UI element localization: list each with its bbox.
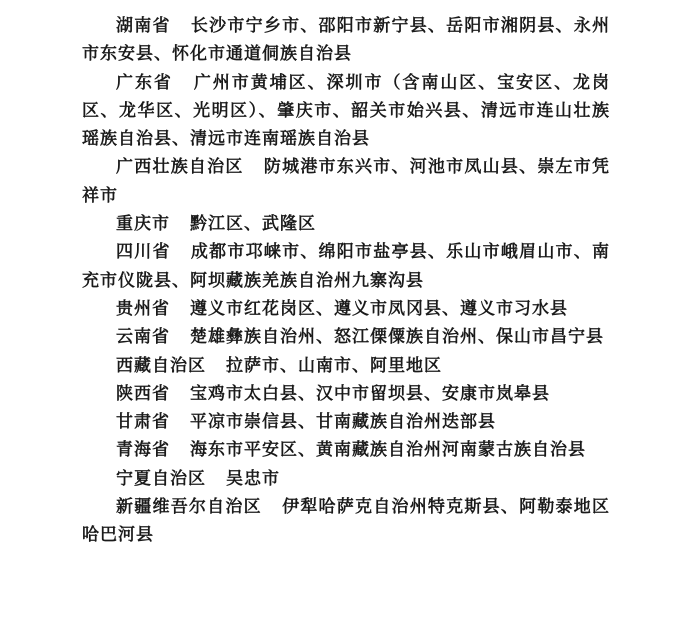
document-body [82, 12, 610, 550]
entry-xizang [82, 352, 610, 380]
region-name: 陕西省 [116, 383, 170, 404]
region-areas: 拉萨市、山南市、阿里地区 [226, 355, 442, 376]
entry-chongqing [82, 210, 610, 238]
entry-gansu [82, 408, 610, 436]
region-areas: 黔江区、武隆区 [190, 214, 316, 235]
region-name: 四川省 [116, 242, 171, 263]
region-name: 广西壮族自治区 [116, 157, 244, 178]
region-areas: 广州市黄埔区、深圳市（含南山区、宝安区、龙岗区、龙华区、光明区）、肇庆市、韶关市始兴县、清远市连山壮族瑶族自治县、清远市连南瑶族自治县 [82, 72, 611, 150]
entry-sichuan [82, 238, 610, 295]
region-areas: 海东市平安区、黄南藏族自治州河南蒙古族自治县 [190, 440, 586, 461]
region-areas: 宝鸡市太白县、汉中市留坝县、安康市岚皋县 [190, 383, 550, 404]
region-areas: 防城港市东兴市、河池市凤山县、崇左市凭祥市 [82, 157, 611, 206]
region-name: 广东省 [116, 72, 173, 93]
region-name: 青海省 [116, 440, 170, 461]
region-name: 西藏自治区 [116, 355, 206, 376]
region-areas: 遵义市红花岗区、遵义市凤冈县、遵义市习水县 [190, 298, 568, 319]
entry-guangdong [82, 69, 610, 154]
entry-guizhou [82, 295, 610, 323]
entry-yunnan [82, 323, 610, 351]
region-areas: 吴忠市 [226, 468, 280, 489]
region-name: 贵州省 [116, 298, 170, 319]
entry-xinjiang [82, 493, 610, 550]
entry-shaanxi [82, 380, 610, 408]
region-name: 重庆市 [116, 214, 170, 235]
region-areas: 楚雄彝族自治州、怒江傈僳族自治州、保山市昌宁县 [190, 327, 604, 348]
region-name: 湖南省 [116, 16, 171, 36]
region-name: 甘肃省 [116, 412, 170, 433]
region-areas: 长沙市宁乡市、邵阳市新宁县、岳阳市湘阴县、永州市东安县、怀化市通道侗族自治县 [82, 16, 611, 65]
region-name: 新疆维吾尔自治区 [116, 497, 262, 518]
entry-hunan [82, 12, 610, 69]
region-areas: 平凉市崇信县、甘南藏族自治州迭部县 [190, 412, 496, 433]
region-name: 云南省 [116, 327, 170, 348]
entry-guangxi [82, 153, 610, 210]
region-areas: 伊犁哈萨克自治州特克斯县、阿勒泰地区哈巴河县 [82, 497, 611, 546]
entry-ningxia [82, 465, 610, 493]
entry-qinghai [82, 436, 610, 464]
region-areas: 成都市邛崃市、绵阳市盐亭县、乐山市峨眉山市、南充市仪陇县、阿坝藏族羌族自治州九寨沟县 [82, 242, 611, 291]
region-name: 宁夏自治区 [116, 468, 206, 489]
